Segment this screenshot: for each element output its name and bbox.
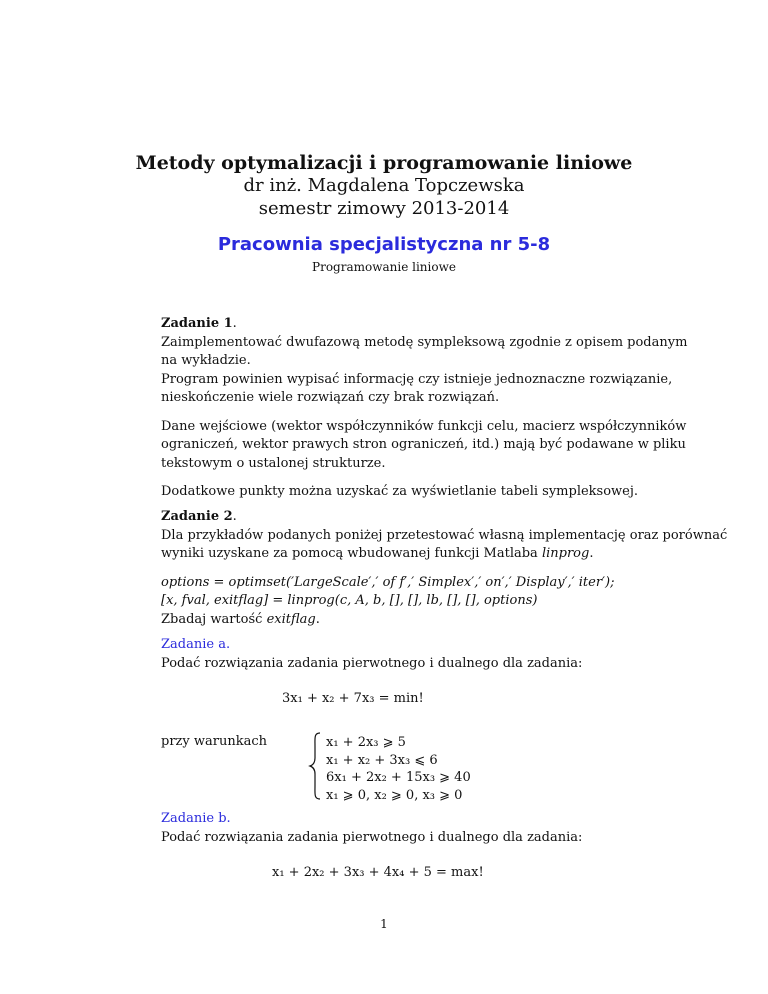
author: dr inż. Magdalena Topczewska xyxy=(243,175,525,196)
task-b-intro: Podać rozwiązania zadania pierwotnego i dualnego dla zadania: xyxy=(161,829,583,845)
linprog-function: linprog xyxy=(541,546,590,561)
task-2-heading-dot: . xyxy=(232,509,237,524)
constraints-list xyxy=(326,734,471,804)
task-2 xyxy=(161,508,728,629)
constraint: 6x₁ + 2x₂ + 15x₃ ⩾ 40 xyxy=(326,770,471,785)
constraint: x₁ ⩾ 0, x₂ ⩾ 0, x₃ ⩾ 0 xyxy=(326,787,463,803)
task-a-objective: 3x₁ + x₂ + 7x₃ = min! xyxy=(282,691,424,706)
constraints-brace xyxy=(308,732,322,800)
constraints-label: przy warunkach xyxy=(161,734,267,749)
task-1-heading-dot: . xyxy=(232,316,237,331)
task-1-para2-line: Dane wejściowe (wektor współczynników funkcji celu, macierz współczynników xyxy=(161,418,687,434)
page-number: 1 xyxy=(380,917,388,931)
task-2-line2 xyxy=(161,545,611,564)
task-2-line2-suffix: . xyxy=(589,546,594,561)
task-1-line: Program powinien wypisać informację czy istnieje jednoznaczne rozwiązanie, xyxy=(161,371,673,387)
task-a xyxy=(161,636,611,673)
task-2-heading: Zadanie 2 xyxy=(161,509,233,524)
task-a-intro: Podać rozwiązania zadania pierwotnego i dualnego dla zadania: xyxy=(161,655,583,671)
task-1-heading-line xyxy=(161,315,611,334)
task-2-line1: Dla przykładów podanych poniżej przetestować własną implementację oraz porównać xyxy=(161,527,728,543)
task-1-para3: Dodatkowe punkty można uzyskać za wyświetlanie tabeli sympleksowej. xyxy=(161,484,639,499)
exitflag-note-text: Zbadaj wartość xyxy=(161,611,267,627)
document-title: Metody optymalizacji i programowanie liniowe xyxy=(135,152,633,174)
task-1-heading: Zadanie 1 xyxy=(161,316,233,331)
task-b xyxy=(161,810,611,847)
task-b-heading-line xyxy=(161,810,611,829)
task-1 xyxy=(161,315,688,502)
constraint: x₁ + x₂ + 3x₃ ⩽ 6 xyxy=(326,752,438,768)
task-1-para2-line: tekstowym o ustalonej strukturze. xyxy=(161,455,386,471)
semester: semestr zimowy 2013-2014 xyxy=(258,198,510,219)
section-subtitle: Programowanie liniowe xyxy=(312,260,456,274)
exitflag-note-suffix: . xyxy=(315,611,320,627)
task-1-line: nieskończenie wiele rozwiązań czy brak rozwiązań. xyxy=(161,390,500,405)
task-a-heading-dot: . xyxy=(225,637,231,652)
task-1-para2-line: ograniczeń, wektor prawych stron ograniczeń, itd.) mają być podawane w pliku xyxy=(161,437,686,452)
task-b-objective: x₁ + 2x₂ + 3x₃ + 4x₄ + 5 = max! xyxy=(272,865,484,880)
task-2-heading-line xyxy=(161,508,611,527)
task-1-line: na wykładzie. xyxy=(161,353,251,368)
task-b-heading: Zadanie b xyxy=(161,811,227,826)
task-1-line: Zaimplementować dwufazową metodę sympleksową zgodnie z opisem podanym xyxy=(161,334,688,350)
task-b-heading-dot: . xyxy=(226,811,231,826)
task-2-line2-text: wyniki uzyskane za pomocą wbudowanej funkcji Matlaba xyxy=(161,546,542,561)
linprog-code: [x, fval, exitflag] = linprog(c, A, b, [], [], lb, [], [], options) xyxy=(161,593,538,608)
exitflag-note xyxy=(161,611,611,630)
optimset-code: options = optimset(′LargeScale′,′ of f′,′ Simplex′,′ on′,′ Display′,′ iter′); xyxy=(161,574,615,590)
section-title: Pracownia specjalistyczna nr 5-8 xyxy=(217,234,551,255)
constraint: x₁ + 2x₃ ⩾ 5 xyxy=(326,735,406,750)
task-a-heading-line xyxy=(161,636,611,655)
exitflag-var: exitflag xyxy=(266,611,316,627)
task-a-heading: Zadanie a xyxy=(161,637,226,652)
